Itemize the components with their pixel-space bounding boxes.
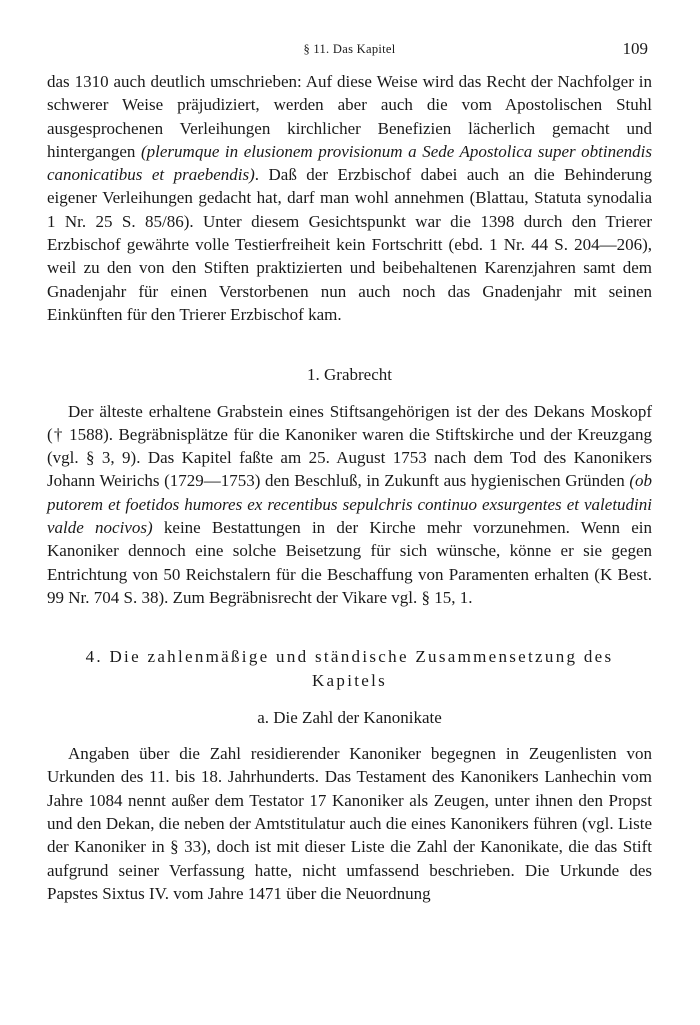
paragraph-2 [47, 400, 652, 610]
paragraph-text: . Daß der Erzbischof dabei auch an die Behinderung eigener Verleihungen gedacht hat, darf man wohl annehmen (Blattau, Statuta synodalia 1 Nr. 25 S. 85/86). Unter diesem Gesichtspunkt war die 1398 durch den Trierer Erzbischof gewährte volle Testierfreiheit kein Fortschritt (ebd. 1 Nr. 44 S. 204—206), weil zu den von den Stiften praktizierten und beibehaltenen Karenzjahren samt dem Gnadenjahr für einen Verstorbenen nun auch noch das Gnadenjahr mit seinen Einkünften für den Trierer Erzbischof kam. [47, 165, 652, 324]
latin-quotation: (plerumque in elusionem provisionum a Sede Apostolica super obtinendis canonicatibus et praebendis) [47, 141, 652, 185]
heading-grabrecht: 1. Grabrecht [307, 365, 392, 385]
page-number: 109 [622, 39, 648, 58]
paragraph-1 [47, 70, 652, 326]
running-head [47, 40, 652, 70]
paragraph-3: Angaben über die Zahl residierender Kanoniker begegnen in Zeugenlisten von Urkunden des 11. bis 18. Jahrhunderts. Das Testament des Kanonikers Lanhechin vom Jahre 1084 nennt außer dem Testator 17 Kanoniker als Zeugen, unter ihnen den Propst und den Dekan, die neben der Amtstitulatur auch die eines Kanonikers führen (vgl. Liste der Kanoniker in § 33), doch ist mit dieser Liste die Zahl der Kanonikate, die das Stift aufgrund seiner Verfassung hatte, nicht umfassend beschrieben. Die Urkunde des Papstes Sixtus IV. vom Jahre 1471 über die Neuordnung [47, 744, 652, 903]
paragraph-text: keine Bestattungen in der Kirche mehr vorzunehmen. Wenn ein Kanoniker dennoch eine solche Beisetzung für sich wünsche, könne er sie gegen Entrichtung von 50 Reichstalern für die Beschaffung von Paramenten erhalten (K Best. 99 Nr. 704 S. 38). Zum Begräbnisrecht der Vikare vgl. § 15, 1. [47, 518, 652, 607]
latin-quotation: (ob putorem et foetidos humores ex recentibus sepulchris continuo exsurgentes et valetudini valde nocivos) [47, 471, 652, 538]
running-title: § 11. Das Kapitel [303, 42, 396, 56]
book-page [47, 40, 652, 905]
paragraph-text: Der älteste erhaltene Grabstein eines Stiftsangehörigen ist der des Dekans Moskopf († 1588). Begräbnisplätze für die Kanoniker waren die Stiftskirche und der Kreuzgang (vgl. § 3, 9). Das Kapitel faßte am 25. August 1753 nach dem Tod des Kanonikers Johann Weirichs (1729—1753) den Beschluß, in Zukunft aus hygienischen Gründen [47, 401, 652, 491]
heading-section-4: 4. Die zahlenmäßige und ständische Zusammensetzung des Kapitels [85, 647, 614, 690]
paragraph-text: das 1310 auch deutlich umschrieben: Auf diese Weise wird das Recht der Nachfolger in schwerer Weise präjudiziert, werden aber auch die vom Apostolischen Stuhl ausgesprochenen Verleihungen kirchlicher Benefizien lächerlich gemacht und hintergangen [47, 72, 652, 161]
heading-subsection-a: a. Die Zahl der Kanonikate [257, 707, 442, 727]
